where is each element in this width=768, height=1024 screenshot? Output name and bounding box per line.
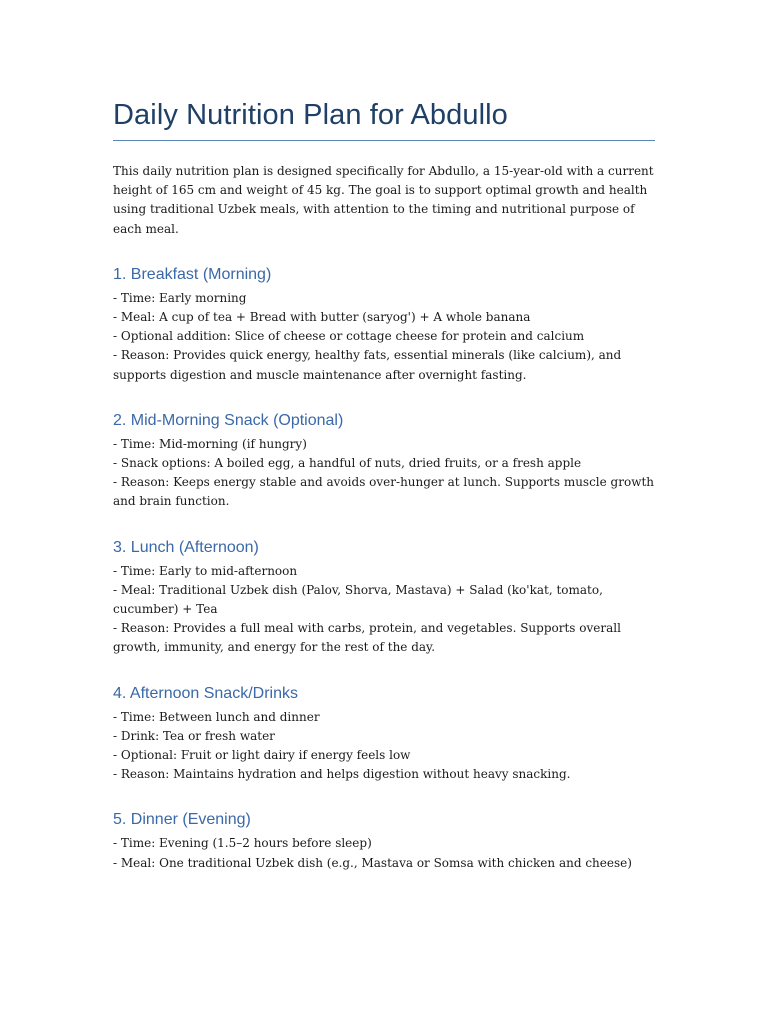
section-line: - Optional addition: Slice of cheese or cottage cheese for protein and calcium — [113, 329, 585, 344]
section-breakfast — [113, 264, 655, 385]
section-line: - Snack options: A boiled egg, a handful of nuts, dried fruits, or a fresh apple — [113, 456, 582, 471]
section-mid-morning-snack — [113, 410, 655, 512]
intro-paragraph: This daily nutrition plan is designed specifically for Abdullo, a 15-year-old with a current height of 165 cm and weight of 45 kg. The goal is to support optimal growth and health using traditional Uzbek meals, with attention to the timing and nutritional purpose of each meal. — [113, 164, 654, 236]
section-line: - Time: Between lunch and dinner — [113, 709, 320, 724]
section-line: - Optional: Fruit or light dairy if energy feels low — [113, 748, 411, 763]
document-page — [113, 96, 655, 873]
section-line: - Time: Early to mid-afternoon — [113, 563, 298, 578]
section-heading: 5. Dinner (Evening) — [113, 811, 251, 829]
section-line: - Time: Early morning — [113, 290, 247, 305]
section-heading: 3. Lunch (Afternoon) — [113, 538, 259, 556]
section-line: - Time: Evening (1.5–2 hours before sleep) — [113, 836, 372, 851]
section-heading: 2. Mid-Morning Snack (Optional) — [113, 411, 344, 429]
section-line: - Meal: A cup of tea + Bread with butter (saryog') + A whole banana — [113, 310, 531, 325]
section-line: - Time: Mid-morning (if hungry) — [113, 436, 307, 451]
section-line: - Reason: Provides quick energy, healthy fats, essential minerals (like calcium), and supports digestion and muscle maintenance after overnight fasting. — [113, 348, 622, 382]
section-heading: 1. Breakfast (Morning) — [113, 265, 272, 283]
section-afternoon-snack — [113, 683, 655, 785]
page-title: Daily Nutrition Plan for Abdullo — [113, 96, 655, 141]
section-heading: 4. Afternoon Snack/Drinks — [113, 684, 298, 702]
section-line: - Drink: Tea or fresh water — [113, 728, 275, 743]
section-line: - Reason: Provides a full meal with carbs, protein, and vegetables. Supports overall growth, immunity, and energy for the rest of the day. — [113, 621, 621, 655]
section-line: - Reason: Keeps energy stable and avoids over-hunger at lunch. Supports muscle growth and brain function. — [113, 475, 655, 509]
section-dinner — [113, 809, 655, 872]
section-line: - Meal: One traditional Uzbek dish (e.g., Mastava or Somsa with chicken and cheese) — [113, 855, 632, 870]
section-lunch — [113, 537, 655, 658]
section-line: - Reason: Maintains hydration and helps digestion without heavy snacking. — [113, 767, 571, 782]
section-line: - Meal: Traditional Uzbek dish (Palov, Shorva, Mastava) + Salad (ko'kat, tomato, cucumber) + Tea — [113, 582, 603, 617]
